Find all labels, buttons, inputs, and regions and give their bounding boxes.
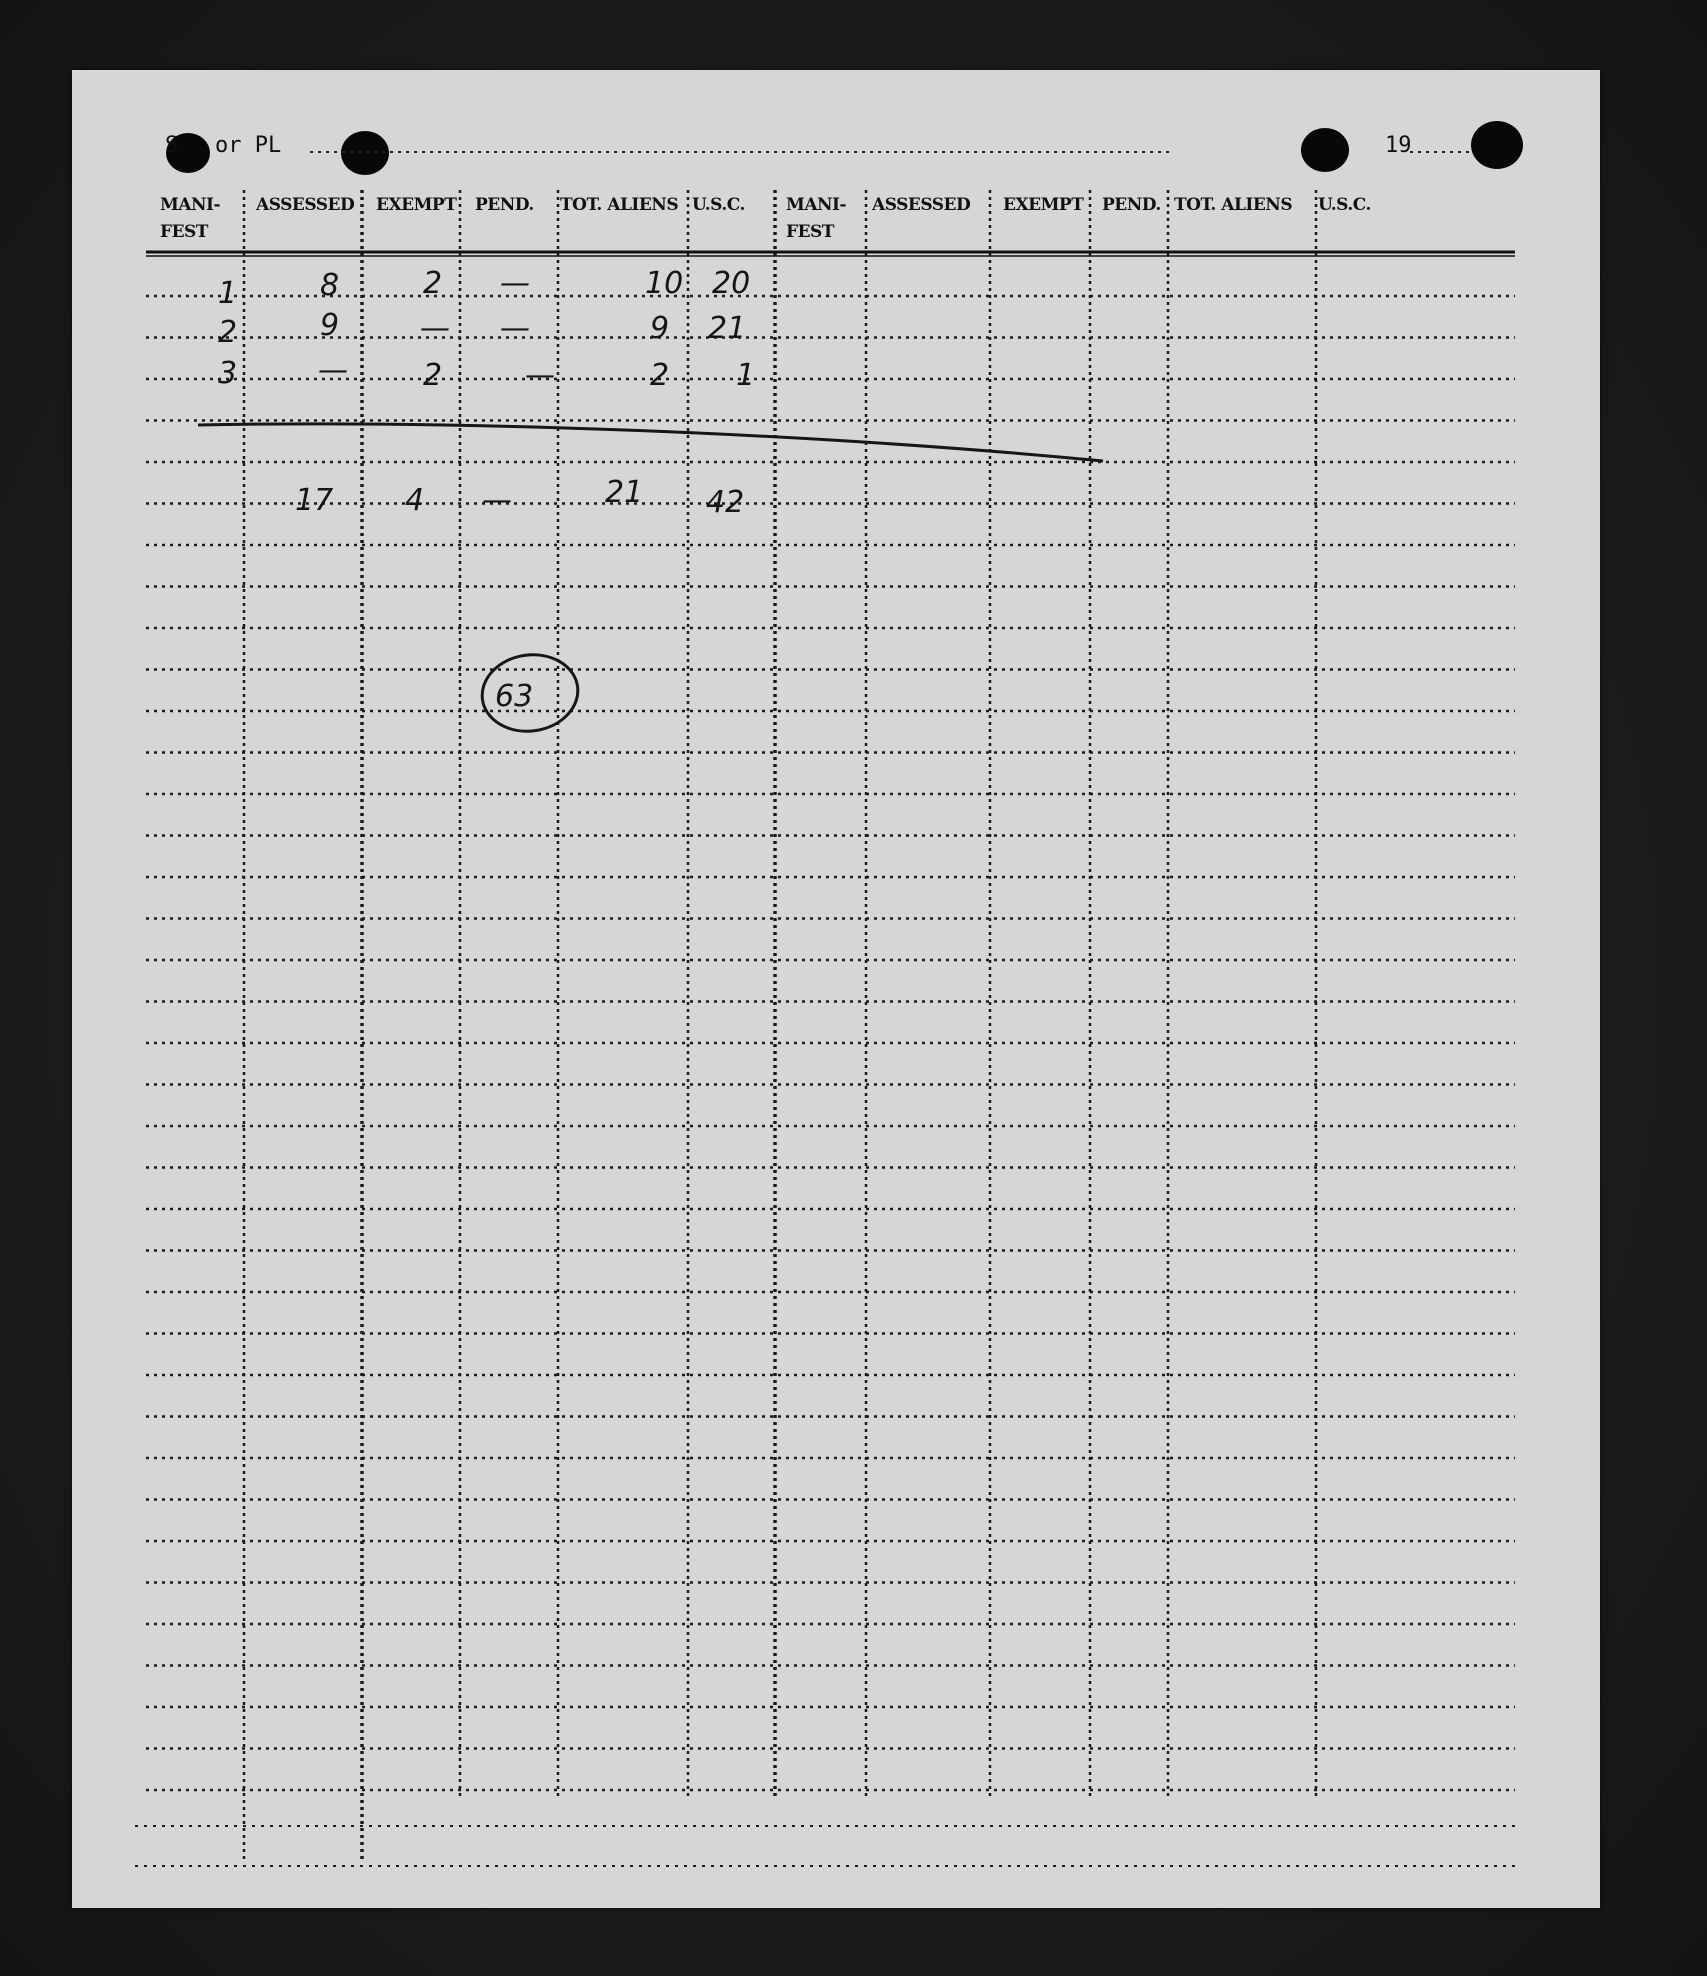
row3-usc: 1 — [736, 358, 756, 393]
year-prefix: 19 — [1385, 133, 1412, 158]
row3-manifest: 3 — [218, 356, 238, 391]
total-pend: — — [482, 483, 512, 518]
right-header-manifest-2: FEST — [786, 222, 834, 242]
right-header-usc: U.S.C. — [1318, 195, 1371, 215]
row1-exempt: 2 — [423, 266, 443, 301]
left-header-exempt: EXEMPT — [376, 195, 457, 215]
row2-exempt: — — [420, 311, 450, 346]
row1-pend: — — [500, 266, 530, 301]
left-header-manifest-2: FEST — [160, 222, 208, 242]
row3-pend: — — [525, 358, 555, 393]
row3-assessed: — — [318, 353, 348, 388]
column-headers — [160, 195, 1371, 242]
row2-manifest: 2 — [218, 315, 238, 350]
right-header-assessed: ASSESSED — [872, 195, 971, 215]
title-text: or PL — [215, 133, 282, 158]
total-usc: 42 — [706, 485, 745, 520]
total-tot-aliens: 21 — [605, 475, 644, 510]
punch-hole — [341, 131, 389, 175]
left-header-usc: U.S.C. — [692, 195, 745, 215]
grand-total: 63 — [495, 679, 534, 714]
title-prefix: S — [165, 133, 179, 158]
right-header-pend: PEND. — [1102, 195, 1161, 215]
right-header-manifest: MANI- — [786, 195, 847, 215]
row1-manifest: 1 — [218, 276, 238, 311]
row1-tot-aliens: 10 — [645, 266, 684, 301]
row2-pend: — — [500, 311, 530, 346]
row3-tot-aliens: 2 — [650, 358, 670, 393]
summation-line — [198, 424, 1103, 461]
right-header-tot-aliens: TOT. ALIENS — [1174, 195, 1293, 215]
row2-tot-aliens: 9 — [650, 311, 670, 346]
row3-exempt: 2 — [423, 358, 443, 393]
right-header-exempt: EXEMPT — [1003, 195, 1084, 215]
row1-usc: 20 — [712, 266, 751, 301]
row2-assessed: 9 — [320, 308, 340, 343]
left-header-manifest: MANI- — [160, 195, 221, 215]
row2-usc: 21 — [708, 311, 747, 346]
left-header-pend: PEND. — [475, 195, 534, 215]
punch-hole — [1471, 121, 1523, 169]
punch-holes — [166, 121, 1523, 175]
total-exempt: 4 — [405, 483, 425, 518]
left-header-assessed: ASSESSED — [256, 195, 355, 215]
punch-hole — [1301, 128, 1349, 172]
row1-assessed: 8 — [320, 268, 340, 303]
total-assessed: 17 — [295, 483, 334, 518]
dotted-grid — [135, 190, 1515, 1866]
left-header-tot-aliens: TOT. ALIENS — [560, 195, 679, 215]
